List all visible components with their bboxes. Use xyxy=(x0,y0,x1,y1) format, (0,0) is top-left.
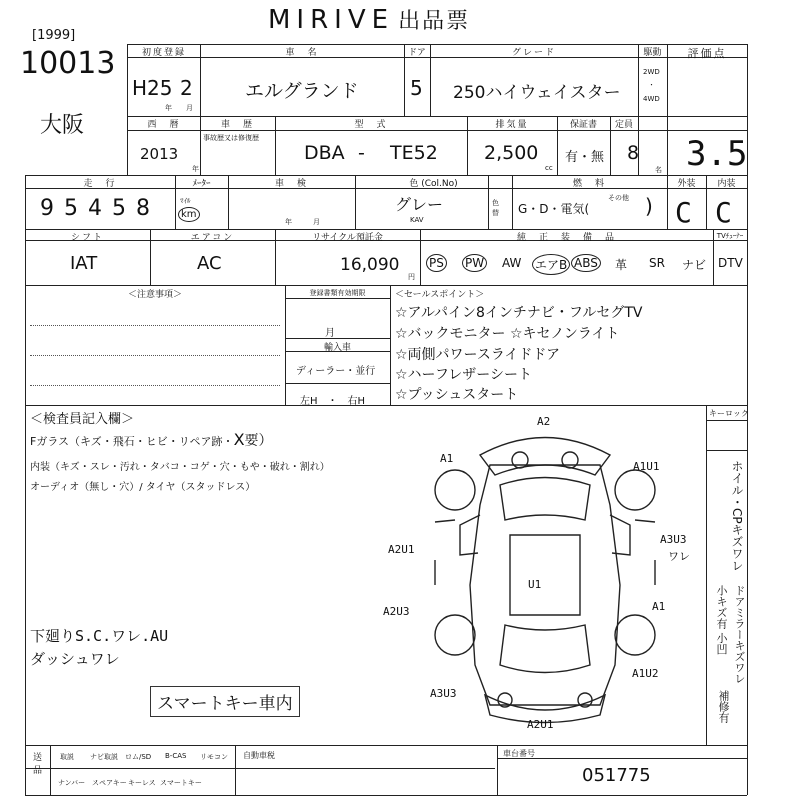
damage-a1u2-right: A1U2 xyxy=(632,667,659,680)
damage-a1-left: A1 xyxy=(440,452,454,465)
label-mileage: 走 行 xyxy=(83,179,117,189)
label-warranty: 保証書 xyxy=(569,120,597,130)
glass-end: 要） xyxy=(244,433,273,449)
accessory-item: B-CAS xyxy=(165,752,187,760)
label-meter: ﾒｰﾀｰ xyxy=(192,179,211,189)
accessory-item: スペアキー xyxy=(92,779,127,787)
damage-a2u3-left: A2U3 xyxy=(383,605,410,618)
equip-dtv: DTV xyxy=(718,256,743,270)
auto-tax-label: 自動車税 xyxy=(243,751,275,760)
label-history: 車 歴 xyxy=(220,120,254,130)
first-reg-month: 2 xyxy=(180,76,193,100)
side-legend-1: ホイル・CPキズワレ xyxy=(730,460,744,572)
accessory-item: ロム/SD xyxy=(125,753,152,761)
year-code: [1999] xyxy=(32,28,76,43)
history-note: 事故歴又は修復歴 xyxy=(203,134,259,142)
label-first-reg: 初度登録 xyxy=(141,48,186,58)
color-value: グレー xyxy=(395,195,444,214)
equip-leather: 革 xyxy=(615,258,628,272)
label-color: 色 (Col.No) xyxy=(409,179,458,189)
sales-point: ☆アルパイン8インチナビ・フルセグTV xyxy=(395,305,643,321)
label-grade: グレード xyxy=(511,48,556,58)
accessory-item: リモコン xyxy=(200,753,228,761)
label-shift: シフト xyxy=(70,233,104,243)
damage-u1-center: U1 xyxy=(528,578,542,591)
location: 大阪 xyxy=(40,113,85,138)
lot-number: 10013 xyxy=(20,46,116,81)
hand-note-2: ダッシュワレ xyxy=(30,650,120,668)
recycle-value: 16,090 xyxy=(340,255,400,275)
yen-unit: 円 xyxy=(408,273,415,281)
damage-a1-right: A1 xyxy=(652,600,666,613)
mileage-value: 95458 xyxy=(40,196,160,221)
label-inspection: 車 検 xyxy=(274,179,308,189)
drive-4wd: 4WD xyxy=(643,95,660,103)
side-legend-2: 小キズ有 小凹 xyxy=(715,585,728,655)
hand-note-1: 下廻りS.C.ワレ.AU xyxy=(30,627,169,645)
send-label: 送品 xyxy=(33,753,43,776)
interior-line: 内装（キズ・スレ・汚れ・タバコ・コゲ・穴・もや・破れ・割れ） xyxy=(30,462,330,473)
side-legend-3: ドアミラーキズワレ xyxy=(733,585,746,684)
dealer-option: ディーラー・並行 xyxy=(296,366,376,377)
chassis-label: 車台番号 xyxy=(503,749,535,758)
drive-2wd: 2WD xyxy=(643,68,660,76)
sales-point: ☆両側パワースライドドア xyxy=(395,347,561,363)
first-reg-year: H25 xyxy=(132,76,173,100)
sales-label: ＜セールスポイント＞ xyxy=(395,290,485,300)
glass-mark: X xyxy=(233,430,245,449)
audio-line: オーディオ（無し・穴）/ タイヤ（スタッドレス） xyxy=(30,482,256,493)
sales-point: ☆バックモニター ☆キセノンライト xyxy=(395,326,620,342)
shift-value: IAT xyxy=(70,253,98,274)
equip-abs: ABS xyxy=(571,254,601,272)
label-model: 型 式 xyxy=(354,120,388,130)
label-door: ドア xyxy=(408,48,426,58)
equip-pw: PW xyxy=(462,254,487,272)
equip-airbag: エアB xyxy=(532,254,570,275)
color-change: 色替 xyxy=(492,199,499,217)
accessory-item: キーレス xyxy=(128,779,156,787)
cc-unit: cc xyxy=(545,164,553,172)
damage-a2u1-left: A2U1 xyxy=(388,543,415,556)
glass-line xyxy=(30,430,273,450)
label-displacement: 排気量 xyxy=(495,120,529,130)
capacity-unit: 名 xyxy=(655,166,662,174)
damage-a3u3-right: A3U3 xyxy=(660,533,687,546)
brand-name: MIRIVE xyxy=(268,5,395,35)
grade-value: 250ハイウェイスター xyxy=(453,83,621,103)
side-legend-4: 補修有 xyxy=(717,690,730,723)
caution-label: ＜注意事項＞ xyxy=(127,290,182,300)
chassis-number: 051775 xyxy=(582,765,651,786)
smart-key-text: スマートキー車内 xyxy=(157,694,293,714)
sheet-title: 出品票 xyxy=(398,9,471,34)
year-unit: 年 xyxy=(192,165,199,173)
label-western: 西 暦 xyxy=(147,120,181,130)
first-reg-unit: 年 月 xyxy=(165,104,193,112)
handle-option: 左H ・ 右H xyxy=(300,396,366,407)
fuel-end: ) xyxy=(645,194,653,218)
label-score: 評価点 xyxy=(687,47,727,60)
fuel-value: G・D・電気( xyxy=(518,202,590,216)
damage-a3u3-bottom: A3U3 xyxy=(430,687,457,700)
damage-a2u1-bottom: A2U1 xyxy=(527,718,554,731)
score-value: 3.5 xyxy=(686,134,748,174)
glass-text: Fガラス（キズ・飛石・ヒビ・リペア跡・ xyxy=(30,435,234,448)
equip-aw: AW xyxy=(502,256,522,270)
sales-point: ☆ハーフレザーシート xyxy=(395,367,533,383)
key-lock-label: キーロック xyxy=(709,409,749,418)
unit-mile: ﾏｲﾙ xyxy=(180,197,191,205)
capacity-value: 8 xyxy=(627,142,640,164)
exterior-grade: C xyxy=(675,196,692,229)
label-car-name: 車 名 xyxy=(285,48,319,58)
label-equipment: 純 正 装 備 品 xyxy=(516,233,616,243)
color-code: KAV xyxy=(410,216,424,224)
label-capacity: 定員 xyxy=(614,120,633,130)
equip-ps: PS xyxy=(426,254,447,272)
sales-point: ☆プッシュスタート xyxy=(395,387,519,403)
label-exterior: 外装 xyxy=(677,179,696,189)
damage-a2-top: A2 xyxy=(537,415,551,428)
year-value: 2013 xyxy=(140,145,179,163)
label-tuner: TVﾁｭｰﾅｰ xyxy=(716,232,744,240)
accessory-item: 取説 xyxy=(60,753,74,761)
inspection-label: ＜検査員記入欄＞ xyxy=(30,412,135,427)
label-fuel: 燃 料 xyxy=(572,179,606,189)
model-code: TE52 xyxy=(390,142,438,164)
damage-wl: ワレ xyxy=(668,550,690,563)
label-interior: 内装 xyxy=(717,179,736,189)
registration-label: 登録書類有効期限 xyxy=(309,289,366,297)
label-drive: 駆動 xyxy=(643,48,662,58)
accessory-item: スマートキー xyxy=(160,779,202,787)
model-dash: - xyxy=(358,142,365,164)
unit-km: km xyxy=(178,207,200,222)
month-unit: 月 xyxy=(325,328,335,339)
damage-a1u1-right: A1U1 xyxy=(633,460,660,473)
drive-sep: ・ xyxy=(648,81,655,89)
doors-value: 5 xyxy=(410,76,423,100)
accessory-item: ナビ取説 xyxy=(90,753,118,761)
header-title xyxy=(268,4,470,35)
inspection-unit: 年 月 xyxy=(285,218,320,226)
model-prefix: DBA xyxy=(304,142,345,164)
equip-sr: SR xyxy=(649,256,665,270)
import-label: 輸入車 xyxy=(323,343,351,353)
interior-grade: C xyxy=(715,196,732,229)
car-name-value: エルグランド xyxy=(245,80,359,102)
warranty-value: 有・無 xyxy=(565,150,605,165)
equip-navi: ナビ xyxy=(682,258,707,272)
fuel-other: その他 xyxy=(608,194,629,202)
label-aircon: エアコン xyxy=(190,233,235,243)
displacement-value: 2,500 xyxy=(484,142,539,164)
smart-key-box xyxy=(150,686,300,717)
accessory-item: ナンバー xyxy=(58,779,86,787)
aircon-value: AC xyxy=(197,253,222,274)
label-recycle: リサイクル預託金 xyxy=(312,233,383,243)
